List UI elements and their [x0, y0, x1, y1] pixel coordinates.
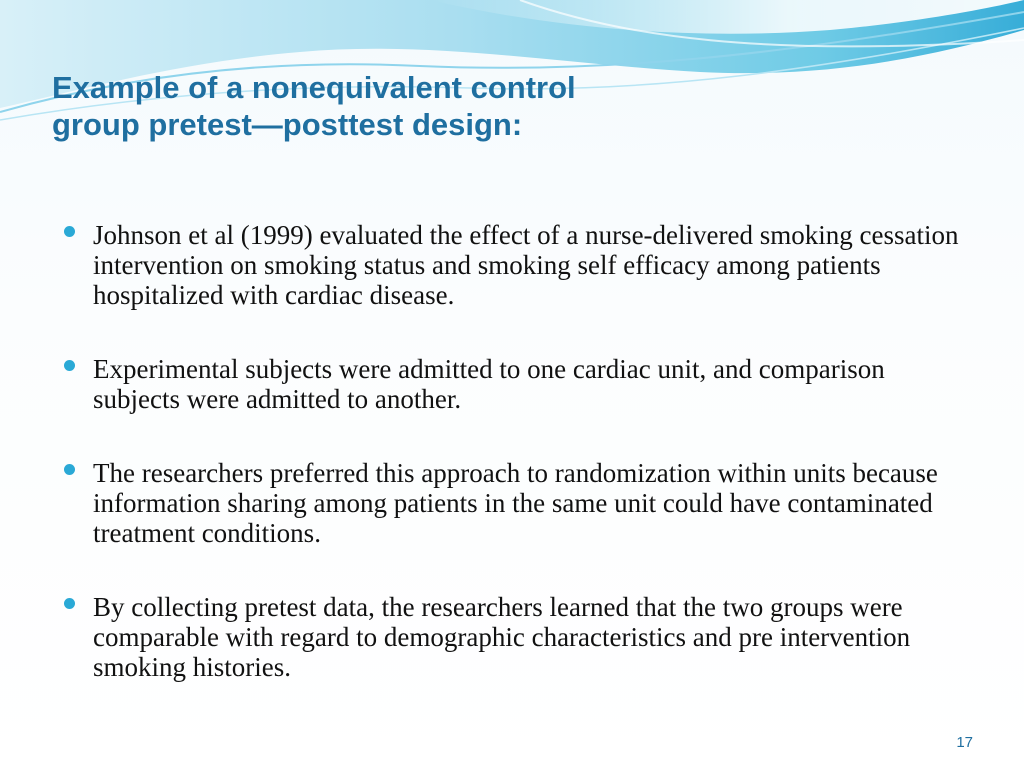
- bullet-dot-icon: [64, 598, 75, 609]
- bullet-text: By collecting pretest data, the researchers learned that the two groups were comparable with regard to demographic characteristics and pre intervention smoking histories.: [93, 592, 911, 682]
- bullet-item: [64, 592, 964, 682]
- bullet-dot-icon: [64, 360, 75, 371]
- bullet-dot-icon: [64, 226, 75, 237]
- bullet-item: [64, 458, 964, 548]
- slide-title-line-1: Example of a nonequivalent control: [52, 70, 576, 105]
- slide-title-line-2: group pretest—posttest design:: [52, 106, 523, 142]
- slide-title: [52, 70, 812, 143]
- bullet-dot-icon: [64, 464, 75, 475]
- bullet-text: The researchers preferred this approach to randomization within units because information sharing among patients in the same unit could have contaminated treatment conditions.: [93, 458, 938, 548]
- bullet-text: Experimental subjects were admitted to one cardiac unit, and comparison subjects were admitted to another.: [93, 354, 885, 414]
- bullet-list: [64, 220, 964, 726]
- page-number: 17: [956, 734, 973, 751]
- bullet-item: [64, 220, 964, 310]
- bullet-item: [64, 354, 964, 414]
- bullet-text: Johnson et al (1999) evaluated the effect of a nurse-delivered smoking cessation intervention on smoking status and smoking self efficacy among patients hospitalized with cardiac disease.: [93, 220, 959, 310]
